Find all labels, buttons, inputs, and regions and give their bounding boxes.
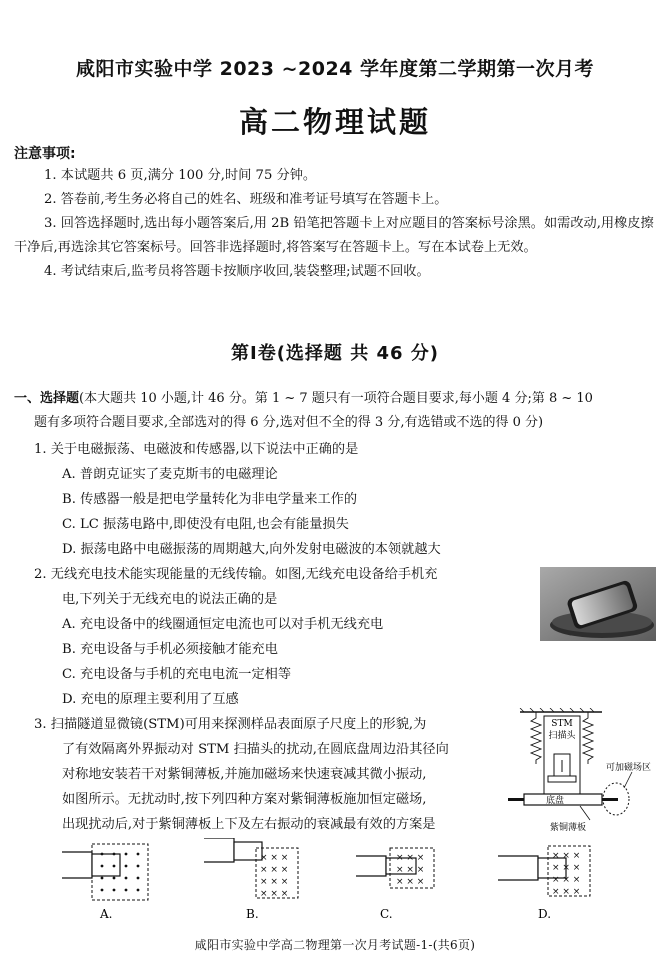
question-option: C. 充电设备与手机的充电电流一定相等 [62,667,292,682]
option-c-figure [356,848,434,921]
svg-text:× × ×: × × × [260,865,289,875]
question-option: D. 充电的原理主要利用了互感 [62,692,239,707]
page-footer: 咸阳市实验中学高二物理第一次月考试题-1-(共6页) [194,938,476,952]
stm-diagram [500,708,660,838]
question-option: D. 振荡电路中电磁振荡的周期越大,向外发射电磁波的本领就越大 [62,542,441,557]
question-3 [34,712,504,837]
question-option: A. 充电设备中的线圈通恒定电流也可以对手机无线充电 [62,617,384,632]
svg-text:× × ×: × × × [552,863,581,873]
svg-text:× × ×: × × × [396,853,425,863]
plate-label: 紫铜薄板 [550,823,587,833]
option-label: A. [100,907,113,921]
note-item: 2. 答卷前,考生务必将自己的姓名、班级和准考证号填写在答题卡上。 [44,192,448,207]
question-option: A. 普朗克证实了麦克斯韦的电磁理论 [62,467,278,482]
note-item: 4. 考试结束后,监考员将答题卡按顺序收回,装袋整理;试题不回收。 [44,264,430,279]
magnetic-field-options [56,838,616,922]
question-2 [34,562,534,712]
note-item: 3. 回答选择题时,选出每小题答案后,用 2B 铅笔把答题卡上对应题目的答案标号涂黑。如需改动,用橡皮擦干净后,再选涂其它答案标号。回答非选择题时,将答案写在答题卡上。写在本试卷上无效。 [14,216,654,255]
note-item: 1. 本试题共 6 页,满分 100 分,时间 75 分钟。 [44,168,317,183]
question-1 [34,437,654,562]
wireless-charging-photo [540,567,656,641]
svg-text:× × ×: × × × [552,851,581,861]
part-one-line2: 题有多项符合题目要求,全部选对的得 6 分,选对但不全的得 3 分,有选错或不选的得 0 分) [34,415,544,430]
option-d-figure [498,846,590,921]
stm-label: STM [551,719,573,729]
school-exam-line: 咸阳市实验中学 2023 ~2024 学年度第二学期第一次月考 [75,58,595,80]
question-stem: 出现扰动后,对于紫铜薄板上下及左右振动的衰减最有效的方案是 [62,817,436,832]
scan-head-label: 扫描头 [548,731,576,741]
question-option: B. 充电设备与手机必须接触才能充电 [62,642,278,657]
notes-heading: 注意事项: [14,146,76,162]
question-stem: 1. 关于电磁振荡、电磁波和传感器,以下说法中正确的是 [34,442,359,457]
svg-text:× × ×: × × × [396,865,425,875]
option-label: D. [538,907,552,921]
option-b-figure [204,838,298,921]
part-one-intro [14,387,660,435]
option-label: B. [246,907,259,921]
option-a-figure [62,844,148,921]
question-option: B. 传感器一般是把电学量转化为非电学量来工作的 [62,492,358,507]
question-stem: 如图所示。无扰动时,按下列四种方案对紫铜薄板施加恒定磁场, [62,792,427,807]
question-stem: 了有效隔离外界振动对 STM 扫描头的扰动,在圆底盘周边沿其径向 [62,742,449,757]
svg-text:× × ×: × × × [552,875,581,885]
svg-text:× × ×: × × × [552,887,581,897]
part-one-line1: (本大题共 10 小题,计 46 分。第 1 ~ 7 题只有一项符合题目要求,每小题 4 分;第 8 ~ 10 [79,391,593,406]
notes-list [14,164,660,284]
option-label: C. [380,907,393,921]
stm-diagram-svg [500,708,660,838]
question-option: C. LC 振荡电路中,即使没有电阻,也会有能量损失 [62,517,349,532]
option-figures-svg [56,838,616,922]
svg-text:× × ×: × × × [260,877,289,887]
svg-text:× × ×: × × × [260,889,289,899]
phone-charger-image [540,567,656,641]
exam-title: 高二物理试题 [238,105,431,139]
question-stem: 2. 无线充电技术能实现能量的无线传输。如图,无线充电设备给手机充 [34,567,438,582]
section-title: 第Ⅰ卷(选择题 共 46 分) [231,343,439,364]
base-label: 底盘 [546,796,565,806]
question-stem: 3. 扫描隧道显微镜(STM)可用来探测样品表面原子尺度上的形貌,为 [34,717,427,732]
field-zone-label: 可加磁场区 [606,763,652,773]
question-stem: 对称地安装若干对紫铜薄板,并施加磁场来快速衰减其微小振动, [62,767,427,782]
part-one-lead: 一、选择题 [14,391,80,406]
svg-text:× × ×: × × × [260,853,289,863]
question-stem: 电,下列关于无线充电的说法正确的是 [62,592,278,607]
svg-text:× × ×: × × × [396,877,425,887]
